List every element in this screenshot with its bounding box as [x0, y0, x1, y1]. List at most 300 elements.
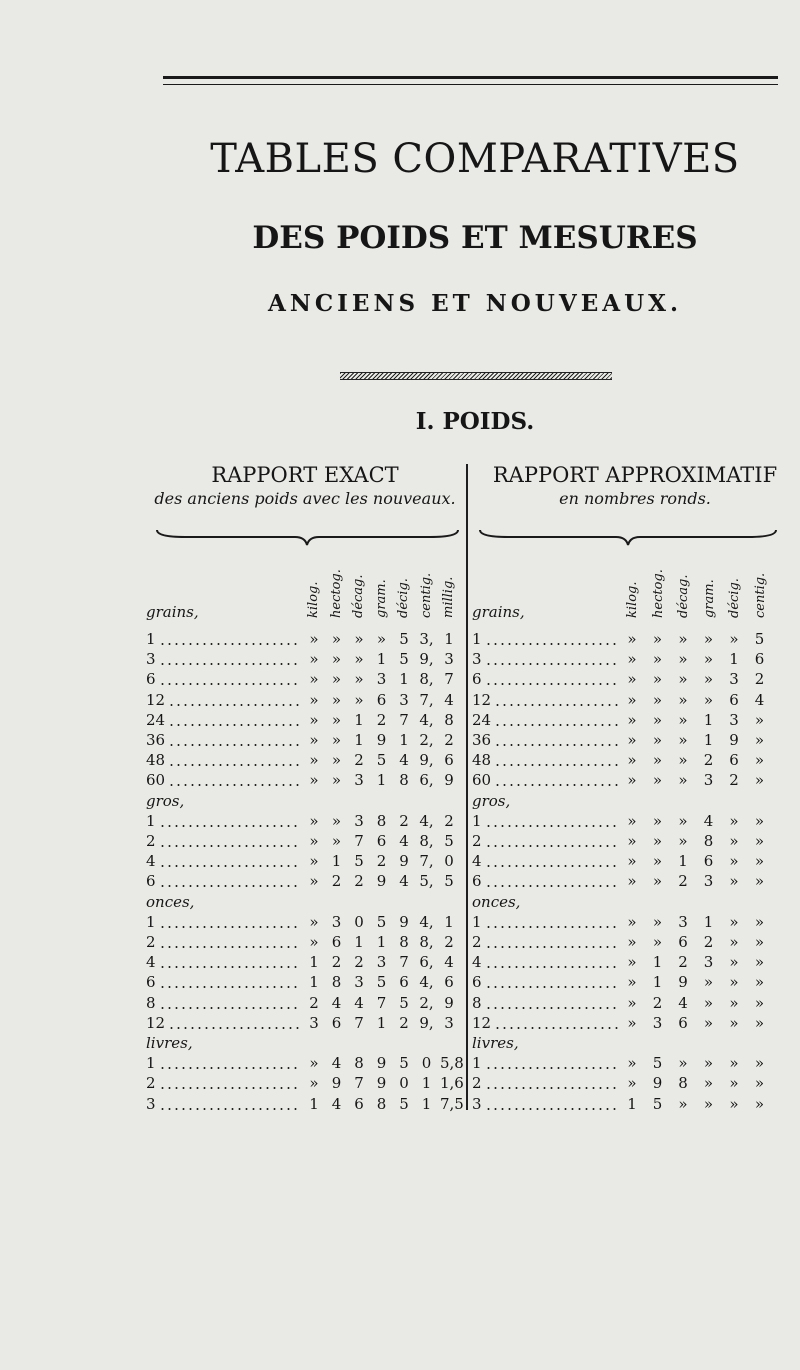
row-label: 2: [146, 1074, 156, 1093]
table-cell: »: [678, 630, 688, 648]
table-cell: 9,: [419, 650, 434, 669]
table-cell: 6: [703, 852, 714, 871]
table-cell: »: [754, 933, 765, 951]
table-cell: »: [652, 852, 663, 871]
row-label: 2: [472, 1074, 482, 1093]
table-cell: »: [627, 953, 637, 972]
table-cell: 3: [703, 953, 714, 972]
table-cell: »: [354, 670, 364, 689]
table-cell: 8: [376, 811, 387, 830]
table-cell: »: [331, 630, 342, 648]
table-cell: 8,: [419, 832, 434, 850]
table-cell: 3: [399, 690, 409, 709]
table-cell: 1: [376, 933, 387, 951]
table-cell: 6: [399, 973, 409, 992]
table-cell: 1: [652, 973, 663, 992]
group-label: livres,: [146, 1034, 193, 1052]
table-cell: 6: [678, 1013, 688, 1032]
row-label: 4: [472, 953, 482, 972]
table-cell: 4: [703, 811, 714, 830]
leader-dots: [494, 784, 618, 786]
table-cell: 1: [444, 630, 454, 648]
table-cell: 7: [399, 953, 409, 972]
table-cell: 2: [331, 872, 342, 891]
table-cell: »: [354, 650, 364, 669]
leader-dots: [485, 865, 618, 867]
table-cell: »: [729, 630, 739, 648]
row-label: 3: [472, 650, 482, 669]
table-cell: 6: [729, 751, 739, 770]
table-cell: 1: [444, 912, 454, 931]
table-cell: »: [754, 832, 765, 850]
unit-header: hectog.: [650, 569, 666, 618]
leader-dots: [485, 986, 618, 988]
table-cell: »: [729, 973, 739, 992]
row-label: 2: [472, 832, 482, 850]
table-cell: 4: [331, 993, 342, 1012]
table-cell: »: [309, 912, 319, 931]
unit-header: kilog.: [625, 581, 640, 618]
table-cell: 1: [376, 650, 387, 669]
table-cell: 2,: [419, 731, 434, 749]
table-cell: »: [331, 771, 342, 790]
table-cell: »: [627, 852, 637, 871]
table-cell: »: [309, 852, 319, 871]
row-label: 12: [472, 1013, 492, 1032]
table-cell: 7: [354, 1013, 364, 1032]
table-cell: 7,: [419, 852, 434, 871]
table-cell: »: [331, 650, 342, 669]
row-label: 36: [472, 731, 492, 749]
row-label: 4: [146, 953, 156, 972]
table-cell: 8,: [419, 670, 434, 689]
table-cell: 5: [399, 630, 409, 648]
table-cell: 6: [678, 933, 688, 951]
table-cell: »: [652, 670, 663, 689]
table-cell: 4,: [419, 973, 434, 992]
group-label: grains,: [472, 603, 525, 621]
table-cell: 0: [399, 1074, 409, 1093]
leader-dots: [485, 946, 618, 948]
table-cell: 8: [444, 710, 454, 729]
table-cell: »: [331, 832, 342, 850]
row-label: 3: [146, 1094, 156, 1113]
table-cell: »: [754, 1074, 765, 1093]
leader-dots: [159, 885, 300, 887]
table-cell: »: [729, 1054, 739, 1073]
table-cell: 0: [354, 912, 364, 931]
row-label: 3: [146, 650, 156, 669]
table-cell: 2: [703, 933, 714, 951]
table-cell: »: [652, 832, 663, 850]
unit-header: centig.: [752, 572, 768, 618]
table-cell: »: [703, 973, 714, 992]
leader-dots: [494, 724, 618, 726]
leader-dots: [485, 663, 618, 665]
table-cell: 1: [354, 710, 364, 729]
leader-dots: [168, 784, 300, 786]
table-cell: 1: [309, 973, 319, 992]
group-label: gros,: [146, 791, 185, 810]
right-table-subheading: en nombres ronds.: [559, 489, 711, 508]
unit-header: décag.: [351, 574, 366, 618]
table-cell: 9: [331, 1074, 342, 1093]
table-cell: 4: [354, 993, 364, 1012]
leader-dots: [485, 966, 618, 968]
table-cell: 5: [754, 630, 765, 648]
table-cell: 2: [354, 751, 364, 770]
table-cell: 2: [754, 670, 765, 689]
row-label: 12: [472, 690, 492, 709]
table-cell: 6: [754, 650, 765, 669]
unit-header: gram.: [373, 579, 389, 618]
leader-dots: [494, 1027, 618, 1029]
table-cell: »: [652, 771, 663, 790]
row-label: 8: [472, 993, 482, 1012]
table-cell: 8: [331, 973, 342, 992]
table-cell: »: [331, 670, 342, 689]
table-cell: 2: [399, 811, 409, 830]
table-cell: 6: [376, 832, 387, 850]
page-subtitle-2: ANCIENS ET NOUVEAUX.: [267, 290, 682, 317]
table-cell: »: [309, 731, 319, 749]
ornament-divider: [340, 372, 612, 380]
table-cell: »: [354, 630, 364, 648]
table-cell: »: [678, 650, 688, 669]
table-cell: »: [729, 1094, 739, 1113]
unit-header: millig.: [441, 576, 456, 618]
table-cell: »: [331, 731, 342, 749]
table-cell: 4: [331, 1054, 342, 1073]
table-cell: 5: [652, 1054, 663, 1073]
table-cell: »: [754, 852, 765, 871]
leader-dots: [159, 845, 300, 847]
table-cell: »: [678, 1094, 688, 1113]
table-cell: 6: [376, 690, 387, 709]
column-divider: [466, 464, 468, 1110]
table-cell: »: [678, 731, 688, 749]
table-cell: 5: [652, 1094, 663, 1113]
group-label: onces,: [146, 892, 195, 911]
leader-dots: [168, 764, 300, 766]
table-cell: 9: [399, 912, 409, 931]
unit-header: décig.: [727, 578, 742, 618]
table-cell: »: [627, 973, 637, 992]
table-cell: 9: [376, 1074, 387, 1093]
table-cell: 2: [444, 933, 454, 951]
table-cell: »: [754, 751, 765, 770]
row-label: 24: [146, 710, 166, 729]
group-label: grains,: [146, 603, 199, 621]
table-cell: 2: [444, 811, 454, 830]
table-cell: 3: [354, 973, 364, 992]
table-cell: »: [627, 670, 637, 689]
table-cell: »: [627, 731, 637, 749]
group-label: gros,: [472, 791, 511, 810]
table-cell: 3: [703, 872, 714, 891]
table-cell: 8: [703, 832, 714, 850]
table-cell: 6: [729, 690, 739, 709]
table-cell: 7: [444, 670, 454, 689]
row-label: 1: [472, 811, 482, 830]
table-cell: 1: [331, 852, 342, 871]
table-cell: »: [652, 912, 663, 931]
leader-dots: [485, 885, 618, 887]
table-cell: 1: [652, 953, 663, 972]
table-cell: »: [652, 751, 663, 770]
row-label: 60: [146, 771, 166, 790]
table-cell: 4: [399, 872, 409, 891]
table-cell: »: [652, 710, 663, 729]
table-cell: »: [652, 933, 663, 951]
leader-dots: [485, 643, 618, 645]
table-cell: 5: [376, 912, 387, 931]
leader-dots: [159, 926, 300, 928]
table-cell: »: [729, 832, 739, 850]
leader-dots: [485, 926, 618, 928]
table-cell: 4: [444, 690, 454, 709]
table-cell: »: [729, 953, 739, 972]
table-cell: »: [678, 751, 688, 770]
row-label: 8: [146, 993, 156, 1012]
table-cell: »: [309, 933, 319, 951]
row-label: 1: [472, 1054, 482, 1073]
table-cell: »: [703, 650, 714, 669]
unit-header: hectog.: [328, 569, 344, 618]
table-cell: 1: [678, 852, 688, 871]
table-cell: 5: [376, 751, 387, 770]
table-cell: »: [678, 811, 688, 830]
table-cell: »: [703, 670, 714, 689]
leader-dots: [159, 1007, 300, 1009]
table-cell: 2: [678, 872, 688, 891]
table-cell: 8: [399, 933, 409, 951]
table-cell: 5,8: [440, 1054, 464, 1073]
table-cell: 2: [399, 1013, 409, 1032]
table-cell: »: [678, 670, 688, 689]
table-cell: »: [354, 690, 364, 709]
row-label: 48: [472, 751, 492, 770]
table-cell: 7,: [419, 690, 434, 709]
table-cell: »: [703, 1013, 714, 1032]
table-cell: 1: [309, 953, 319, 972]
table-cell: 8,: [419, 933, 434, 951]
table-cell: »: [309, 690, 319, 709]
left-table-header: [145, 463, 465, 508]
table-cell: »: [627, 751, 637, 770]
table-cell: 5,: [419, 872, 434, 891]
table-cell: »: [729, 1013, 739, 1032]
table-cell: 5: [399, 993, 409, 1012]
right-table-heading: RAPPORT APPROXIMATIF: [492, 463, 778, 487]
table-cell: 3: [729, 670, 739, 689]
table-cell: »: [678, 710, 688, 729]
table-cell: »: [678, 832, 688, 850]
table-cell: »: [729, 993, 739, 1012]
table-cell: 5: [399, 650, 409, 669]
table-cell: »: [703, 630, 714, 648]
table-cell: 2: [354, 872, 364, 891]
table-cell: 6,: [419, 953, 434, 972]
table-cell: »: [678, 771, 688, 790]
table-cell: 3: [331, 912, 342, 931]
row-label: 24: [472, 710, 492, 729]
table-cell: 8: [678, 1074, 688, 1093]
table-cell: 3: [354, 771, 364, 790]
table-cell: »: [678, 1054, 688, 1073]
group-label: livres,: [472, 1034, 519, 1052]
table-cell: 2: [444, 731, 454, 749]
table-cell: 2: [652, 993, 663, 1012]
leader-dots: [159, 946, 300, 948]
table-cell: »: [627, 912, 637, 931]
table-cell: 2: [376, 852, 387, 871]
table-cell: 0: [421, 1054, 432, 1073]
table-cell: 1: [703, 731, 714, 749]
table-cell: »: [309, 832, 319, 850]
left-brace: [155, 526, 460, 548]
table-cell: »: [652, 731, 663, 749]
leader-dots: [485, 1007, 618, 1009]
table-cell: 3: [729, 710, 739, 729]
table-cell: »: [309, 670, 319, 689]
table-cell: 3,: [419, 630, 434, 648]
leader-dots: [168, 744, 300, 746]
table-cell: 2: [309, 993, 319, 1012]
table-cell: 2: [729, 771, 739, 790]
table-cell: 7,5: [440, 1094, 464, 1113]
table-cell: »: [627, 933, 637, 951]
table-cell: »: [729, 912, 739, 931]
row-label: 3: [472, 1094, 482, 1113]
leader-dots: [159, 663, 300, 665]
table-cell: 1: [703, 912, 714, 931]
table-cell: »: [309, 771, 319, 790]
leader-dots: [494, 704, 618, 706]
table-cell: 1: [703, 710, 714, 729]
leader-dots: [159, 1067, 300, 1069]
row-label: 48: [146, 751, 166, 770]
table-cell: 3: [652, 1013, 663, 1032]
table-cell: 3: [703, 771, 714, 790]
leader-dots: [494, 764, 618, 766]
table-cell: 4,: [419, 710, 434, 729]
left-table-subheading: des anciens poids avec les nouveaux.: [154, 489, 456, 508]
table-cell: 9: [652, 1074, 663, 1093]
table-cell: 9: [376, 731, 387, 749]
leader-dots: [159, 986, 300, 988]
table-cell: 6: [354, 1094, 364, 1113]
table-cell: »: [754, 912, 765, 931]
table-cell: »: [754, 811, 765, 830]
table-cell: »: [627, 650, 637, 669]
row-label: 6: [146, 872, 156, 891]
table-cell: »: [729, 852, 739, 871]
table-cell: 8: [354, 1054, 364, 1073]
leader-dots: [485, 825, 618, 827]
table-cell: »: [627, 993, 637, 1012]
table-cell: »: [754, 993, 765, 1012]
table-cell: »: [652, 811, 663, 830]
table-cell: »: [652, 650, 663, 669]
row-label: 2: [146, 832, 156, 850]
unit-header: centig.: [418, 572, 434, 618]
table-cell: 5: [444, 872, 454, 891]
table-cell: 1: [729, 650, 739, 669]
table-cell: 7: [354, 1074, 364, 1093]
table-cell: »: [703, 1094, 714, 1113]
row-label: 36: [146, 731, 166, 749]
table-cell: 2: [376, 710, 387, 729]
leader-dots: [485, 1067, 618, 1069]
leader-dots: [159, 683, 300, 685]
table-cell: 9: [376, 1054, 387, 1073]
table-cell: 7: [376, 993, 387, 1012]
table-cell: »: [331, 690, 342, 709]
table-cell: 6,: [419, 771, 434, 790]
table-cell: »: [754, 771, 765, 790]
row-label: 4: [146, 852, 156, 871]
table-cell: »: [627, 811, 637, 830]
group-label: onces,: [472, 892, 521, 911]
leader-dots: [168, 704, 300, 706]
unit-header: gram.: [701, 579, 717, 618]
table-cell: 9: [444, 771, 454, 790]
leader-dots: [159, 1108, 300, 1110]
table-cell: 1: [376, 771, 387, 790]
table-cell: 2: [354, 953, 364, 972]
section-title: I. POIDS.: [415, 408, 535, 435]
table-cell: »: [627, 690, 637, 709]
row-label: 1: [472, 630, 482, 648]
table-cell: »: [754, 710, 765, 729]
table-cell: »: [627, 832, 637, 850]
table-cell: 9: [678, 973, 688, 992]
table-cell: »: [703, 1054, 714, 1073]
table-cell: »: [627, 771, 637, 790]
table-cell: »: [729, 811, 739, 830]
table-cell: 3: [309, 1013, 319, 1032]
table-cell: 5: [399, 1094, 409, 1113]
table-cell: »: [729, 933, 739, 951]
table-cell: »: [376, 630, 387, 648]
row-label: 6: [472, 973, 482, 992]
table-cell: 9: [444, 993, 454, 1012]
row-label: 4: [472, 852, 482, 871]
unit-header: décag.: [676, 574, 691, 618]
row-label: 2: [146, 933, 156, 951]
table-cell: 5: [376, 973, 387, 992]
table-cell: »: [729, 872, 739, 891]
table-cell: 9: [399, 852, 409, 871]
table-cell: 2: [703, 751, 714, 770]
table-cell: 0: [444, 852, 454, 871]
leader-dots: [159, 643, 300, 645]
table-cell: 9,: [419, 751, 434, 770]
table-cell: »: [754, 872, 765, 891]
table-cell: 3: [354, 811, 364, 830]
table-cell: »: [652, 630, 663, 648]
table-cell: »: [627, 872, 637, 891]
row-label: 60: [472, 771, 492, 790]
table-cell: 5: [399, 1054, 409, 1073]
table-cell: »: [754, 1013, 765, 1032]
unit-header: kilog.: [306, 581, 321, 618]
row-label: 6: [146, 973, 156, 992]
table-cell: 4,: [419, 811, 434, 830]
table-cell: »: [331, 710, 342, 729]
table-cell: 8: [376, 1094, 387, 1113]
